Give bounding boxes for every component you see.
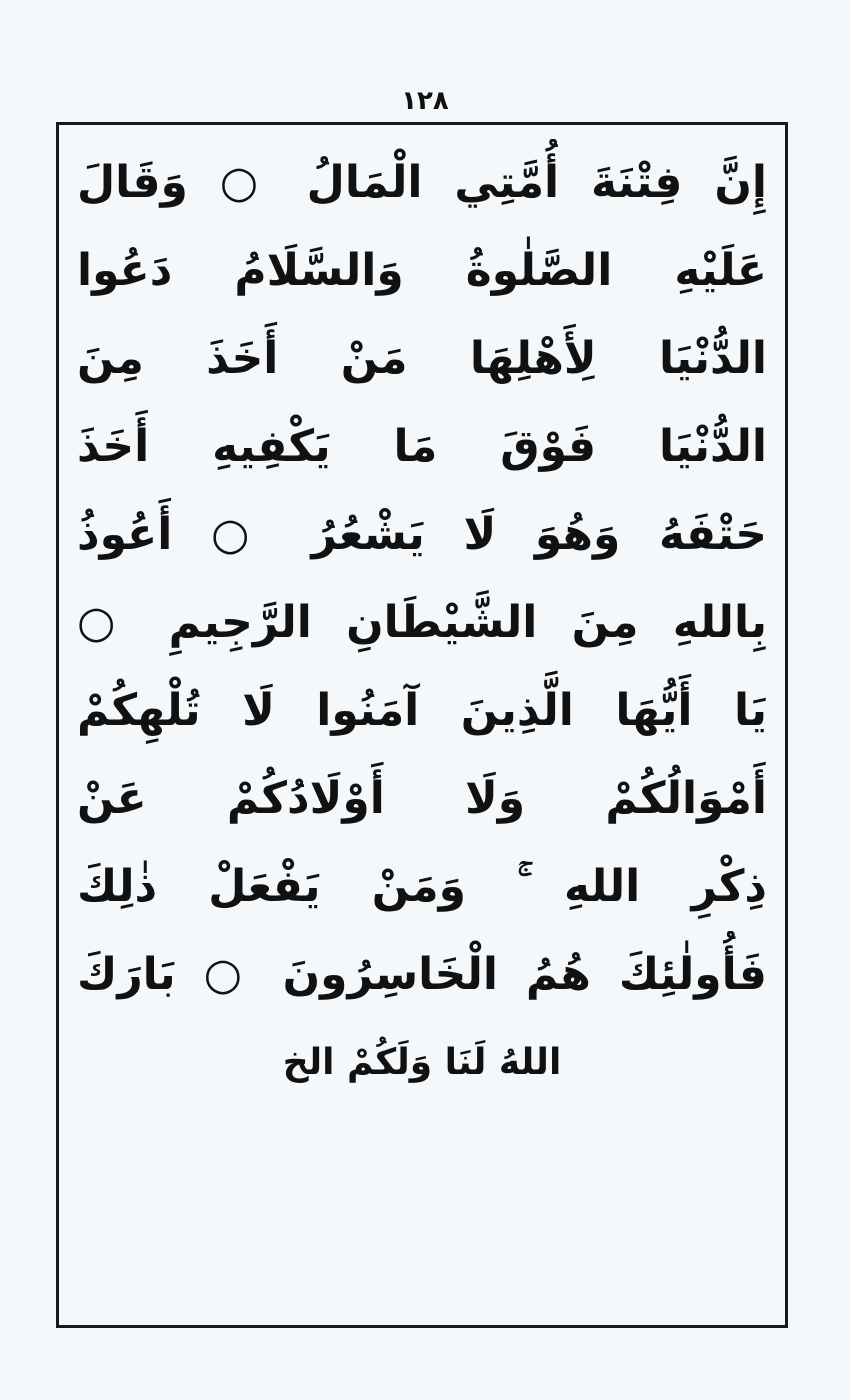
text-line: يَا أَيُّهَا الَّذِينَ آمَنُوا لَا تُلْهِكُمْ <box>77 685 767 736</box>
text-frame <box>56 122 788 1328</box>
page-number: ۱۲۸ <box>401 86 449 116</box>
text-line-final: اللهُ لَنَا وَلَكُمْ الخ <box>282 1042 562 1083</box>
text-line: بِاللهِ مِنَ الشَّيْطَانِ الرَّجِيمِ ○ <box>77 597 767 648</box>
text-line: حَتْفَهُ وَهُوَ لَا يَشْعُرُ ○ أَعُوذُ <box>77 509 767 560</box>
text-line: فَأُولٰئِكَ هُمُ الْخَاسِرُونَ ○ بَارَكَ <box>77 949 767 1000</box>
text-line: الدُّنْيَا فَوْقَ مَا يَكْفِيهِ أَخَذَ <box>77 421 767 472</box>
text-line: إِنَّ فِتْنَةَ أُمَّتِي الْمَالُ ○ وَقَالَ <box>77 157 767 208</box>
text-line: ذِكْرِ اللهِ ۚ وَمَنْ يَفْعَلْ ذٰلِكَ <box>77 861 767 912</box>
arabic-text-body <box>77 139 767 1107</box>
text-line: الدُّنْيَا لِأَهْلِهَا مَنْ أَخَذَ مِنَ <box>77 333 767 384</box>
text-line: عَلَيْهِ الصَّلٰوةُ وَالسَّلَامُ دَعُوا <box>77 245 767 296</box>
text-line: أَمْوَالُكُمْ وَلَا أَوْلَادُكُمْ عَنْ <box>77 773 767 824</box>
